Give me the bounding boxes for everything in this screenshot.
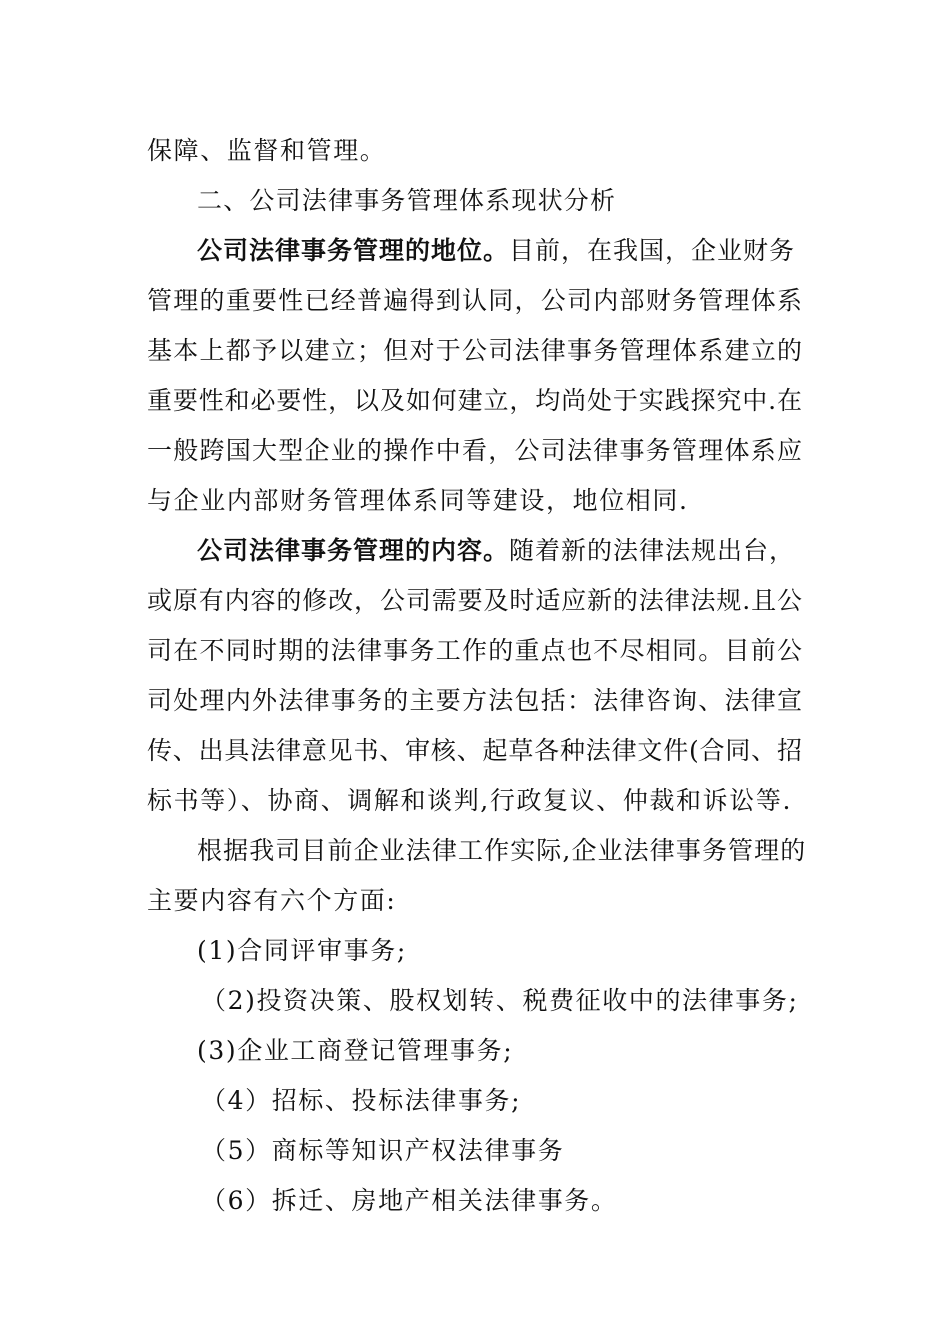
list-item: (3)企业工商登记管理事务;: [197, 1036, 514, 1065]
para2-line: 或原有内容的修改，公司需要及时适应新的法律法规.且公: [147, 586, 802, 615]
para1-line: 管理的重要性已经普遍得到认同，公司内部财务管理体系: [147, 286, 802, 315]
para1-first-line: [197, 236, 795, 266]
para2-line: 司在不同时期的法律事务工作的重点也不尽相同。目前公: [147, 636, 802, 665]
para1-line1-text: 目前，在我国，企业财务: [509, 236, 796, 265]
para2-line: 司处理内外法律事务的主要方法包括：法律咨询、法律宣: [147, 686, 802, 715]
para1-line: 重要性和必要性，以及如何建立，均尚处于实践探究中.在: [147, 386, 802, 415]
para3-last-line: 主要内容有六个方面:: [147, 886, 397, 915]
para1-last-line: 与企业内部财务管理体系同等建设，地位相同.: [147, 486, 689, 515]
para1-line: 基本上都予以建立；但对于公司法律事务管理体系建立的: [147, 336, 802, 365]
section-heading: 二、公司法律事务管理体系现状分析: [197, 186, 617, 215]
para2-first-line: [197, 536, 795, 566]
para1-line: 一般跨国大型企业的操作中看，公司法律事务管理体系应: [147, 436, 802, 465]
list-item: （4）招标、投标法律事务;: [201, 1086, 522, 1115]
para2-line: 传、出具法律意见书、审核、起草各种法律文件(合同、招: [147, 736, 802, 765]
para3-first-line: 根据我司目前企业法律工作实际,企业法律事务管理的: [197, 836, 807, 865]
list-item: （5）商标等知识产权法律事务: [201, 1136, 565, 1165]
para2-lead-heading: 公司法律事务管理的内容。: [197, 536, 510, 565]
list-item: (1)合同评审事务;: [197, 936, 407, 965]
list-item: （2)投资决策、股权划转、税费征收中的法律事务;: [201, 986, 799, 1015]
para2-line1-text: 随着新的法律法规出台，: [509, 536, 796, 565]
para2-last-line: 标书等）、协商、调解和谈判,行政复议、仲裁和诉讼等.: [147, 786, 792, 815]
continuation-line: 保障、监督和管理。: [147, 136, 387, 165]
list-item: （6）拆迁、房地产相关法律事务。: [201, 1186, 618, 1215]
para1-lead-heading: 公司法律事务管理的地位。: [197, 236, 510, 265]
